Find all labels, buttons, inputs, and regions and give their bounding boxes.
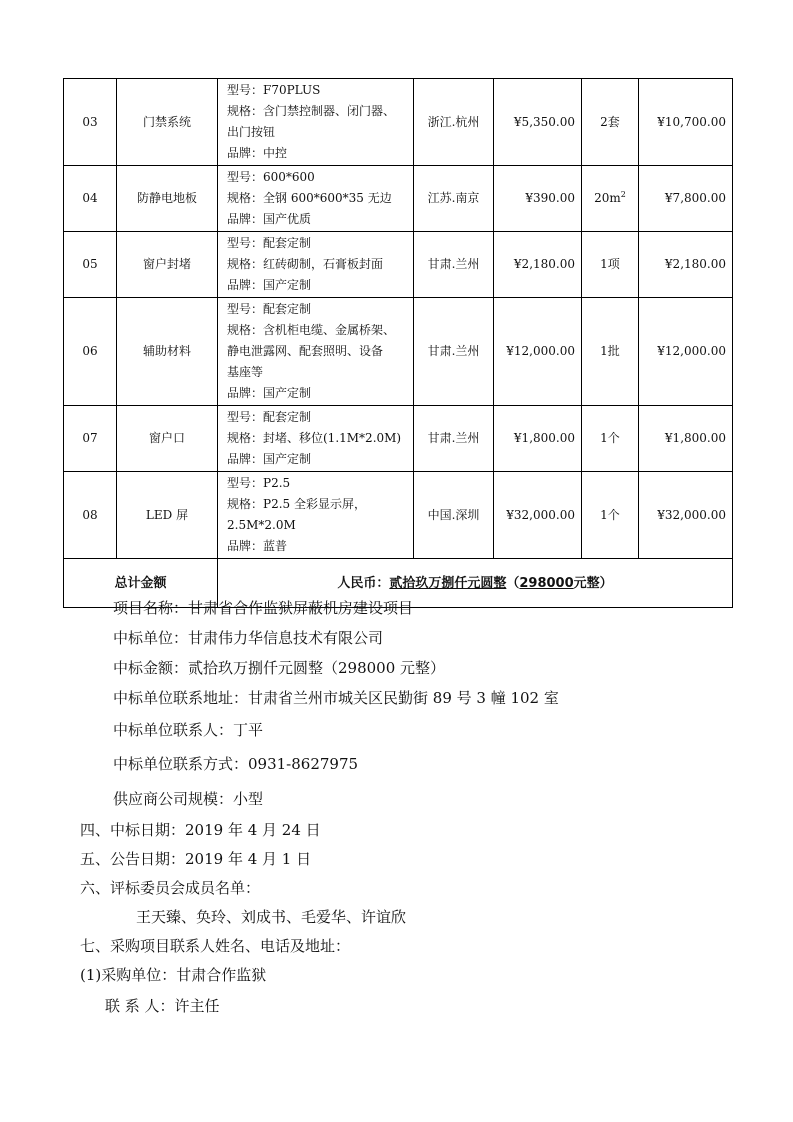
winning-amount: 中标金额：贰拾玖万捌仟元圆整（298000 元整） xyxy=(113,659,446,677)
item-origin: 甘肃.兰州 xyxy=(414,406,494,472)
total-number: 298000 xyxy=(519,575,574,591)
item-quantity: 1批 xyxy=(582,298,639,406)
item-unit-price: ¥1,800.00 xyxy=(494,406,582,472)
quantity-value: 20m xyxy=(594,191,621,205)
item-total: ¥10,700.00 xyxy=(639,79,733,166)
total-words: 贰拾玖万捌仟元圆整 xyxy=(389,575,507,591)
table-row xyxy=(64,406,733,472)
item-name: 辅助材料 xyxy=(117,298,218,406)
item-total: ¥7,800.00 xyxy=(639,166,733,232)
committee-members: 王天臻、奂玲、刘成书、毛爱华、许谊欣 xyxy=(136,908,407,926)
purchasing-unit: (1)采购单位：甘肃合作监狱 xyxy=(80,966,267,984)
table-row xyxy=(64,472,733,559)
item-total: ¥12,000.00 xyxy=(639,298,733,406)
item-total: ¥32,000.00 xyxy=(639,472,733,559)
item-total: ¥1,800.00 xyxy=(639,406,733,472)
item-origin: 甘肃.兰州 xyxy=(414,232,494,298)
item-name: LED 屏 xyxy=(117,472,218,559)
item-unit-price: ¥32,000.00 xyxy=(494,472,582,559)
item-spec: 型号：600*600 规格：全钢 600*600*35 无边 品牌：国产优质 xyxy=(218,166,414,232)
item-number: 05 xyxy=(64,232,117,298)
committee-heading: 六、评标委员会成员名单： xyxy=(80,879,261,897)
item-unit-price: ¥12,000.00 xyxy=(494,298,582,406)
item-unit-price: ¥390.00 xyxy=(494,166,582,232)
table-row xyxy=(64,79,733,166)
item-quantity xyxy=(582,166,639,232)
winning-company: 中标单位：甘肃伟力华信息技术有限公司 xyxy=(113,629,384,647)
item-spec: 型号：配套定制 规格：红砖砌制，石膏板封面 品牌：国产定制 xyxy=(218,232,414,298)
winner-phone: 中标单位联系方式：0931-8627975 xyxy=(113,755,359,773)
purchasing-contact: 联 系 人：许主任 xyxy=(105,997,220,1015)
item-name: 门禁系统 xyxy=(117,79,218,166)
quantity-superscript: 2 xyxy=(620,190,626,199)
table-row xyxy=(64,298,733,406)
item-quantity: 2套 xyxy=(582,79,639,166)
item-unit-price: ¥2,180.00 xyxy=(494,232,582,298)
item-number: 07 xyxy=(64,406,117,472)
item-total: ¥2,180.00 xyxy=(639,232,733,298)
item-name: 窗户口 xyxy=(117,406,218,472)
items-table-wrapper xyxy=(63,78,732,608)
winner-address: 中标单位联系地址：甘肃省兰州市城关区民勤街 89 号 3 幢 102 室 xyxy=(113,689,559,707)
item-unit-price: ¥5,350.00 xyxy=(494,79,582,166)
announcement-date: 五、公告日期：2019 年 4 月 1 日 xyxy=(80,850,312,868)
total-open: （ xyxy=(506,575,520,591)
winner-contact-person: 中标单位联系人：丁平 xyxy=(113,721,264,739)
item-number: 06 xyxy=(64,298,117,406)
item-quantity: 1项 xyxy=(582,232,639,298)
item-origin: 浙江.杭州 xyxy=(414,79,494,166)
item-number: 08 xyxy=(64,472,117,559)
item-name: 防静电地板 xyxy=(117,166,218,232)
item-origin: 江苏.南京 xyxy=(414,166,494,232)
item-origin: 甘肃.兰州 xyxy=(414,298,494,406)
item-spec: 型号：F70PLUS 规格：含门禁控制器、闭门器、 出门按钮 品牌：中控 xyxy=(218,79,414,166)
item-quantity: 1个 xyxy=(582,472,639,559)
item-quantity: 1个 xyxy=(582,406,639,472)
items-table xyxy=(63,78,733,608)
table-row xyxy=(64,166,733,232)
total-label: 总计金额 xyxy=(64,559,218,608)
item-number: 03 xyxy=(64,79,117,166)
item-name: 窗户封堵 xyxy=(117,232,218,298)
item-spec: 型号：配套定制 规格：封堵、移位(1.1M*2.0M) 品牌：国产定制 xyxy=(218,406,414,472)
total-close: 元整） xyxy=(573,575,613,591)
item-number: 04 xyxy=(64,166,117,232)
project-name: 项目名称：甘肃省合作监狱屏蔽机房建设项目 xyxy=(113,599,414,617)
total-prefix: 人民币： xyxy=(337,575,390,591)
supplier-scale: 供应商公司规模：小型 xyxy=(113,790,264,808)
item-spec: 型号：P2.5 规格：P2.5 全彩显示屏， 2.5M*2.0M 品牌：蓝普 xyxy=(218,472,414,559)
award-date: 四、中标日期：2019 年 4 月 24 日 xyxy=(80,821,321,839)
item-spec: 型号：配套定制 规格：含机柜电缆、金属桥架、 静电泄露网、配套照明、设备 基座等 品牌：国产定制 xyxy=(218,298,414,406)
procurement-contact-heading: 七、采购项目联系人姓名、电话及地址： xyxy=(80,937,351,955)
item-origin: 中国.深圳 xyxy=(414,472,494,559)
table-row xyxy=(64,232,733,298)
